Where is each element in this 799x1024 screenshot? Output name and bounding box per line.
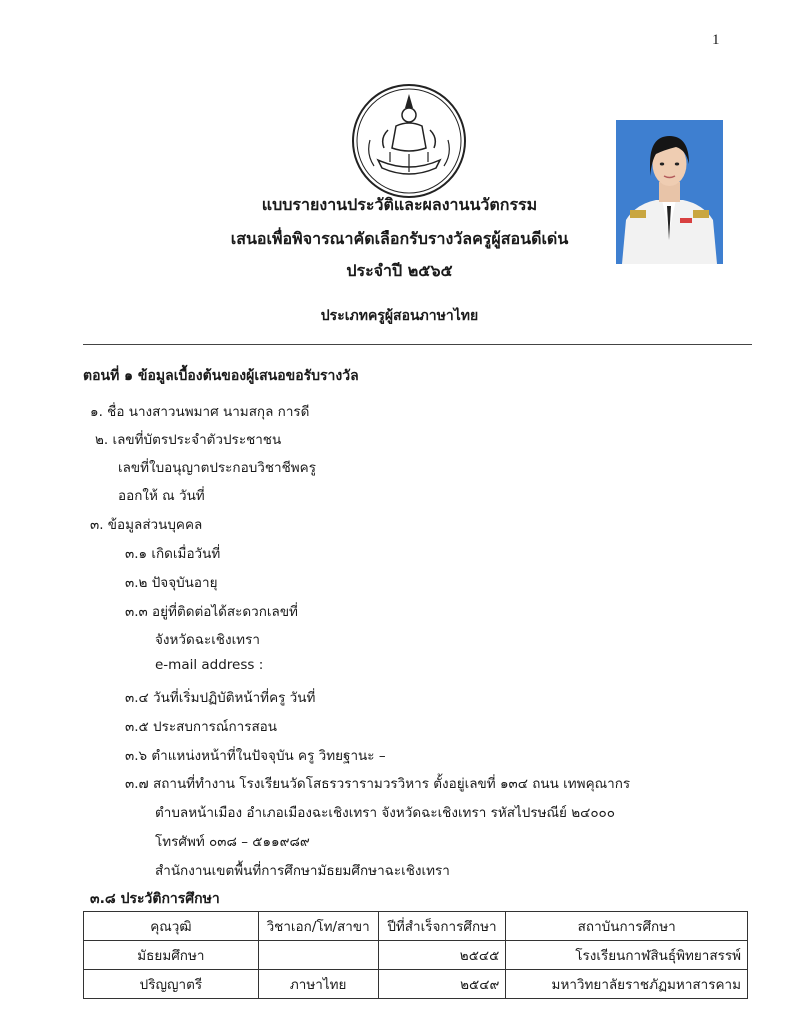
page-number: 1: [712, 32, 720, 48]
field-education-office: สำนักงานเขตพื้นที่การศึกษามัธยมศึกษาฉะเชิงเทรา: [155, 863, 450, 879]
cell-qualification: มัธยมศึกษา: [84, 941, 259, 970]
cell-qualification: ปริญญาตรี: [84, 970, 259, 999]
divider: [83, 344, 752, 345]
education-table: [83, 911, 748, 999]
cell-major: [258, 941, 378, 970]
field-name: ๑. ชื่อ นางสาวนพมาศ นามสกุล การดี: [90, 404, 310, 420]
cell-year: ๒๕๔๕: [378, 941, 506, 970]
col-qualification: คุณวุฒิ: [84, 912, 259, 941]
field-position: ๓.๖ ตำแหน่งหน้าที่ในปัจจุบัน ครู วิทยฐานะ –: [125, 748, 386, 764]
cell-year: ๒๕๔๙: [378, 970, 506, 999]
cell-major: ภาษาไทย: [258, 970, 378, 999]
field-province: จังหวัดฉะเชิงเทรา: [155, 632, 260, 648]
field-age: ๓.๒ ปัจจุบันอายุ: [125, 575, 218, 591]
col-major: วิชาเอก/โท/สาขา: [258, 912, 378, 941]
field-issued: ออกให้ ณ วันที่: [118, 488, 205, 504]
field-license: เลขที่ใบอนุญาตประกอบวิชาชีพครู: [118, 460, 316, 476]
report-title: แบบรายงานประวัติและผลงานนวัตกรรม: [261, 195, 538, 214]
table-header-row: [84, 912, 748, 941]
education-heading: ๓.๘ ประวัติการศึกษา: [90, 891, 220, 907]
table-row: [84, 970, 748, 999]
report-category: ประเภทครูผู้สอนภาษาไทย: [320, 308, 479, 324]
ministry-seal-emblem-icon: [350, 82, 468, 200]
col-institution: สถาบันการศึกษา: [506, 912, 748, 941]
field-birth-date: ๓.๑ เกิดเมื่อวันที่: [125, 546, 221, 562]
section-heading: ตอนที่ ๑ ข้อมูลเบื้องต้นของผู้เสนอขอรับรางวัล: [83, 368, 359, 384]
field-phone: โทรศัพท์ ๐๓๘ – ๕๑๑๙๘๙: [155, 834, 310, 850]
field-experience: ๓.๕ ประสบการณ์การสอน: [125, 719, 278, 735]
col-year: ปีที่สำเร็จการศึกษา: [378, 912, 506, 941]
field-start-date: ๓.๔ วันที่เริ่มปฏิบัติหน้าที่ครู วันที่: [125, 690, 316, 706]
cell-institution: โรงเรียนกาฬสินธุ์พิทยาสรรพ์: [506, 941, 748, 970]
field-id-card: ๒. เลขที่บัตรประจำตัวประชาชน: [95, 432, 282, 448]
cell-institution: มหาวิทยาลัยราชภัฏมหาสารคาม: [506, 970, 748, 999]
report-year: ประจำปี ๒๕๖๕: [346, 261, 453, 280]
table-row: [84, 941, 748, 970]
field-email: e-mail address :: [155, 657, 264, 673]
field-personal-info: ๓. ข้อมูลส่วนบุคคล: [90, 517, 203, 533]
field-address: ๓.๓ อยู่ที่ติดต่อได้สะดวกเลขที่: [125, 604, 298, 620]
field-workplace: ๓.๗ สถานที่ทำงาน โรงเรียนวัดโสธรวรารามวรวิหาร ตั้งอยู่เลขที่ ๑๓๔ ถนน เทพคุณากร: [125, 776, 631, 792]
report-subtitle: เสนอเพื่อพิจารณาคัดเลือกรับรางวัลครูผู้สอนดีเด่น: [230, 229, 569, 248]
field-workplace-address: ตำบลหน้าเมือง อำเภอเมืองฉะเชิงเทรา จังหวัดฉะเชิงเทรา รหัสไปรษณีย์ ๒๔๐๐๐: [155, 805, 616, 821]
